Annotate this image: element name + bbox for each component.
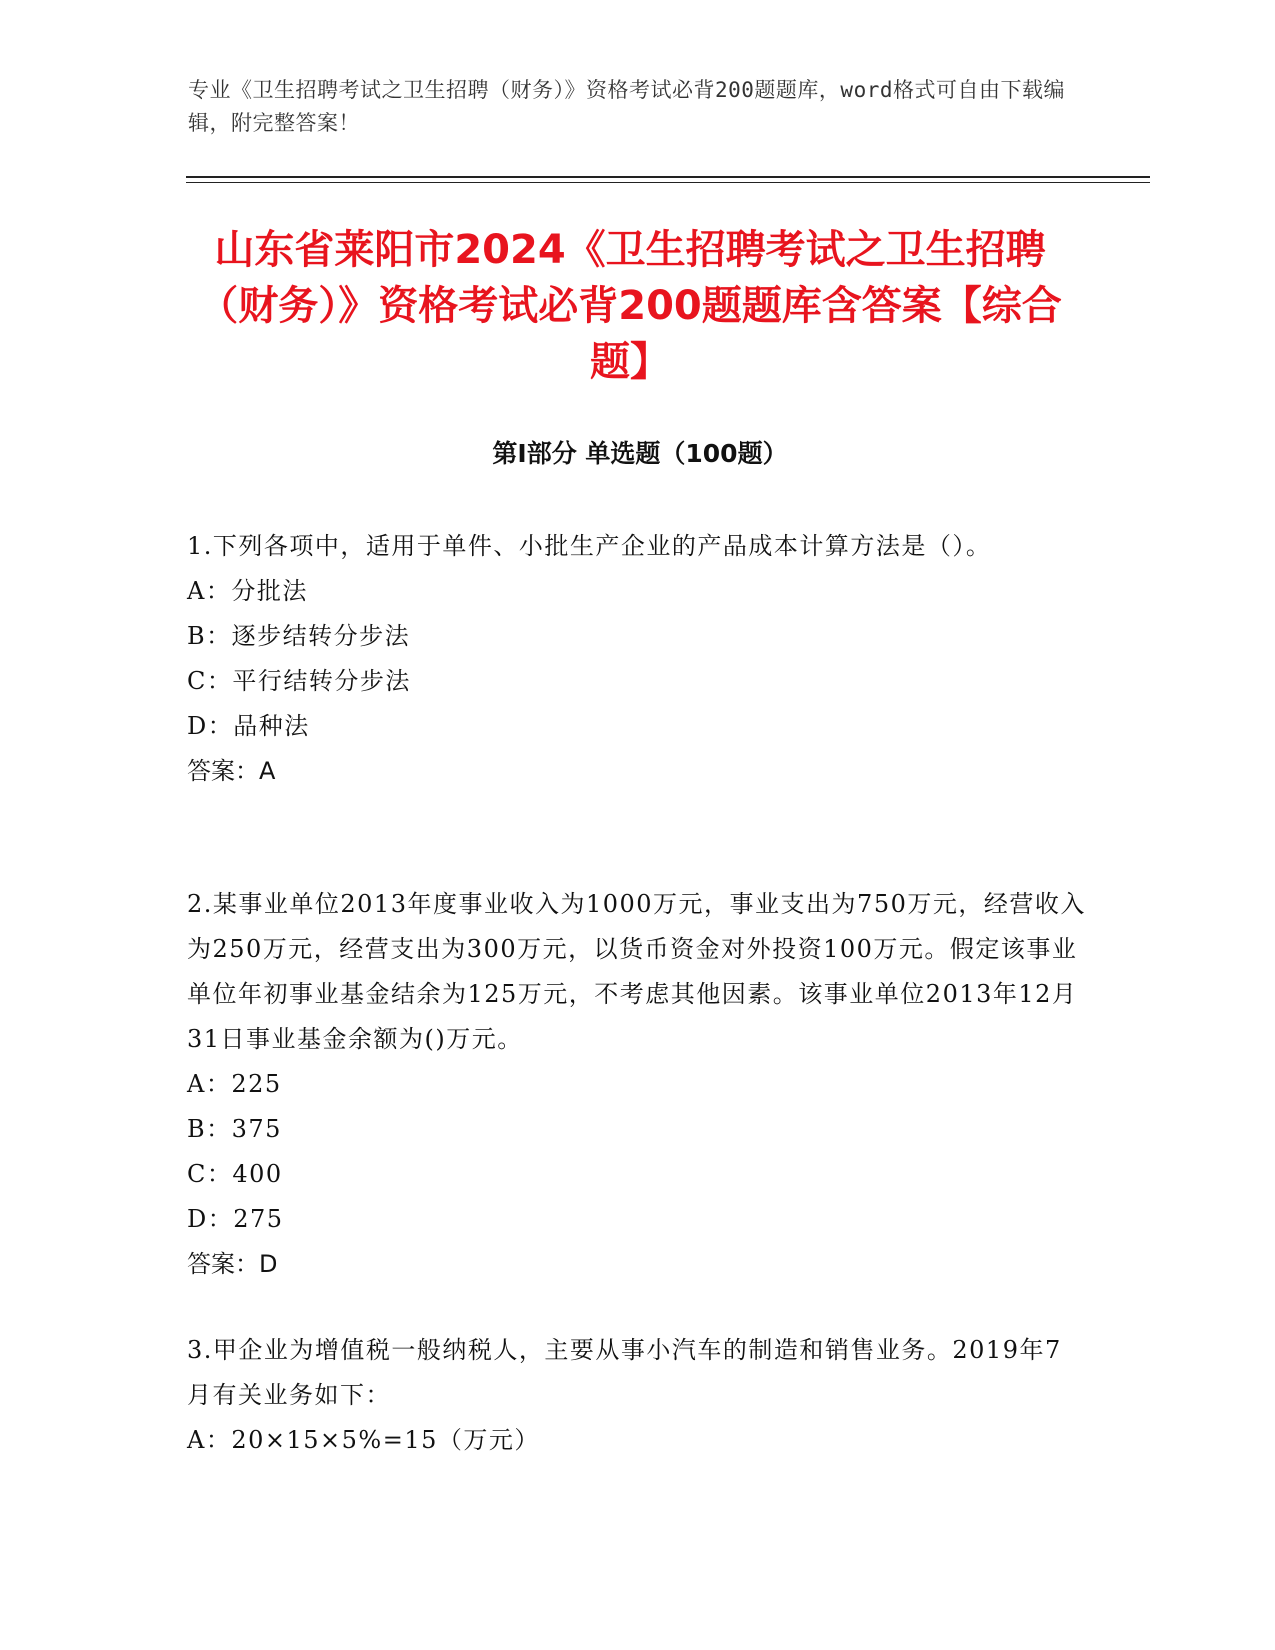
option-b: [187, 1107, 1087, 1152]
section-heading: 第Ⅰ部分 单选题（100题）: [492, 439, 788, 468]
option-text: 平行结转分步法: [232, 667, 411, 695]
document-title: 山东省莱阳市2024《卫生招聘考试之卫生招聘（财务）》资格考试必背200题题库含答案【综合题】: [198, 227, 1062, 385]
question-text: 3.甲企业为增值税一般纳税人，主要从事小汽车的制造和销售业务。2019年7月有关业务如下：: [187, 1336, 1062, 1409]
option-key: B：: [187, 622, 232, 650]
option-text: 275: [233, 1205, 284, 1233]
header-note: 专业《卫生招聘考试之卫生招聘（财务）》资格考试必背200题题库，word格式可自由下载编辑，附完整答案！: [188, 78, 1065, 135]
answer-line: 答案：A: [187, 757, 276, 785]
header-divider-thin: [186, 182, 1150, 183]
answer-line: 答案：D: [187, 1250, 278, 1278]
option-key: D：: [187, 712, 234, 740]
option-d: [187, 1197, 1087, 1242]
header-divider: [186, 176, 1150, 178]
option-key: A：: [187, 577, 232, 605]
option-d: [187, 704, 1087, 749]
question-1: [187, 524, 1087, 794]
option-c: [187, 1152, 1087, 1197]
option-b: [187, 614, 1087, 659]
option-text: 225: [231, 1070, 282, 1098]
option-c: [187, 659, 1087, 704]
option-text: 分批法: [231, 577, 308, 605]
option-key: A：: [187, 1070, 232, 1098]
question-text: 1.下列各项中，适用于单件、小批生产企业的产品成本计算方法是（）。: [187, 532, 992, 560]
question-3: [187, 1328, 1087, 1463]
option-key: A：: [187, 1426, 232, 1454]
option-text: 400: [232, 1160, 283, 1188]
option-a: [187, 569, 1087, 614]
option-a: [187, 1062, 1087, 1107]
option-key: C：: [187, 667, 233, 695]
question-text: 2.某事业单位2013年度事业收入为1000万元，事业支出为750万元，经营收入为250万元，经营支出为300万元，以货币资金对外投资100万元。假定该事业单位年初事业基金结余为125万元，不考虑其他因素。该事业单位2013年12月31日事业基金余额为()万元。: [187, 890, 1086, 1053]
option-text: 品种法: [233, 712, 310, 740]
option-text: 逐步结转分步法: [231, 622, 411, 650]
question-2: [187, 882, 1087, 1287]
option-text: 375: [231, 1115, 282, 1143]
option-key: C：: [187, 1160, 233, 1188]
option-text: 20×15×5%=15（万元）: [231, 1426, 540, 1454]
option-key: D：: [187, 1205, 234, 1233]
option-a: [187, 1418, 1087, 1463]
option-key: B：: [187, 1115, 232, 1143]
